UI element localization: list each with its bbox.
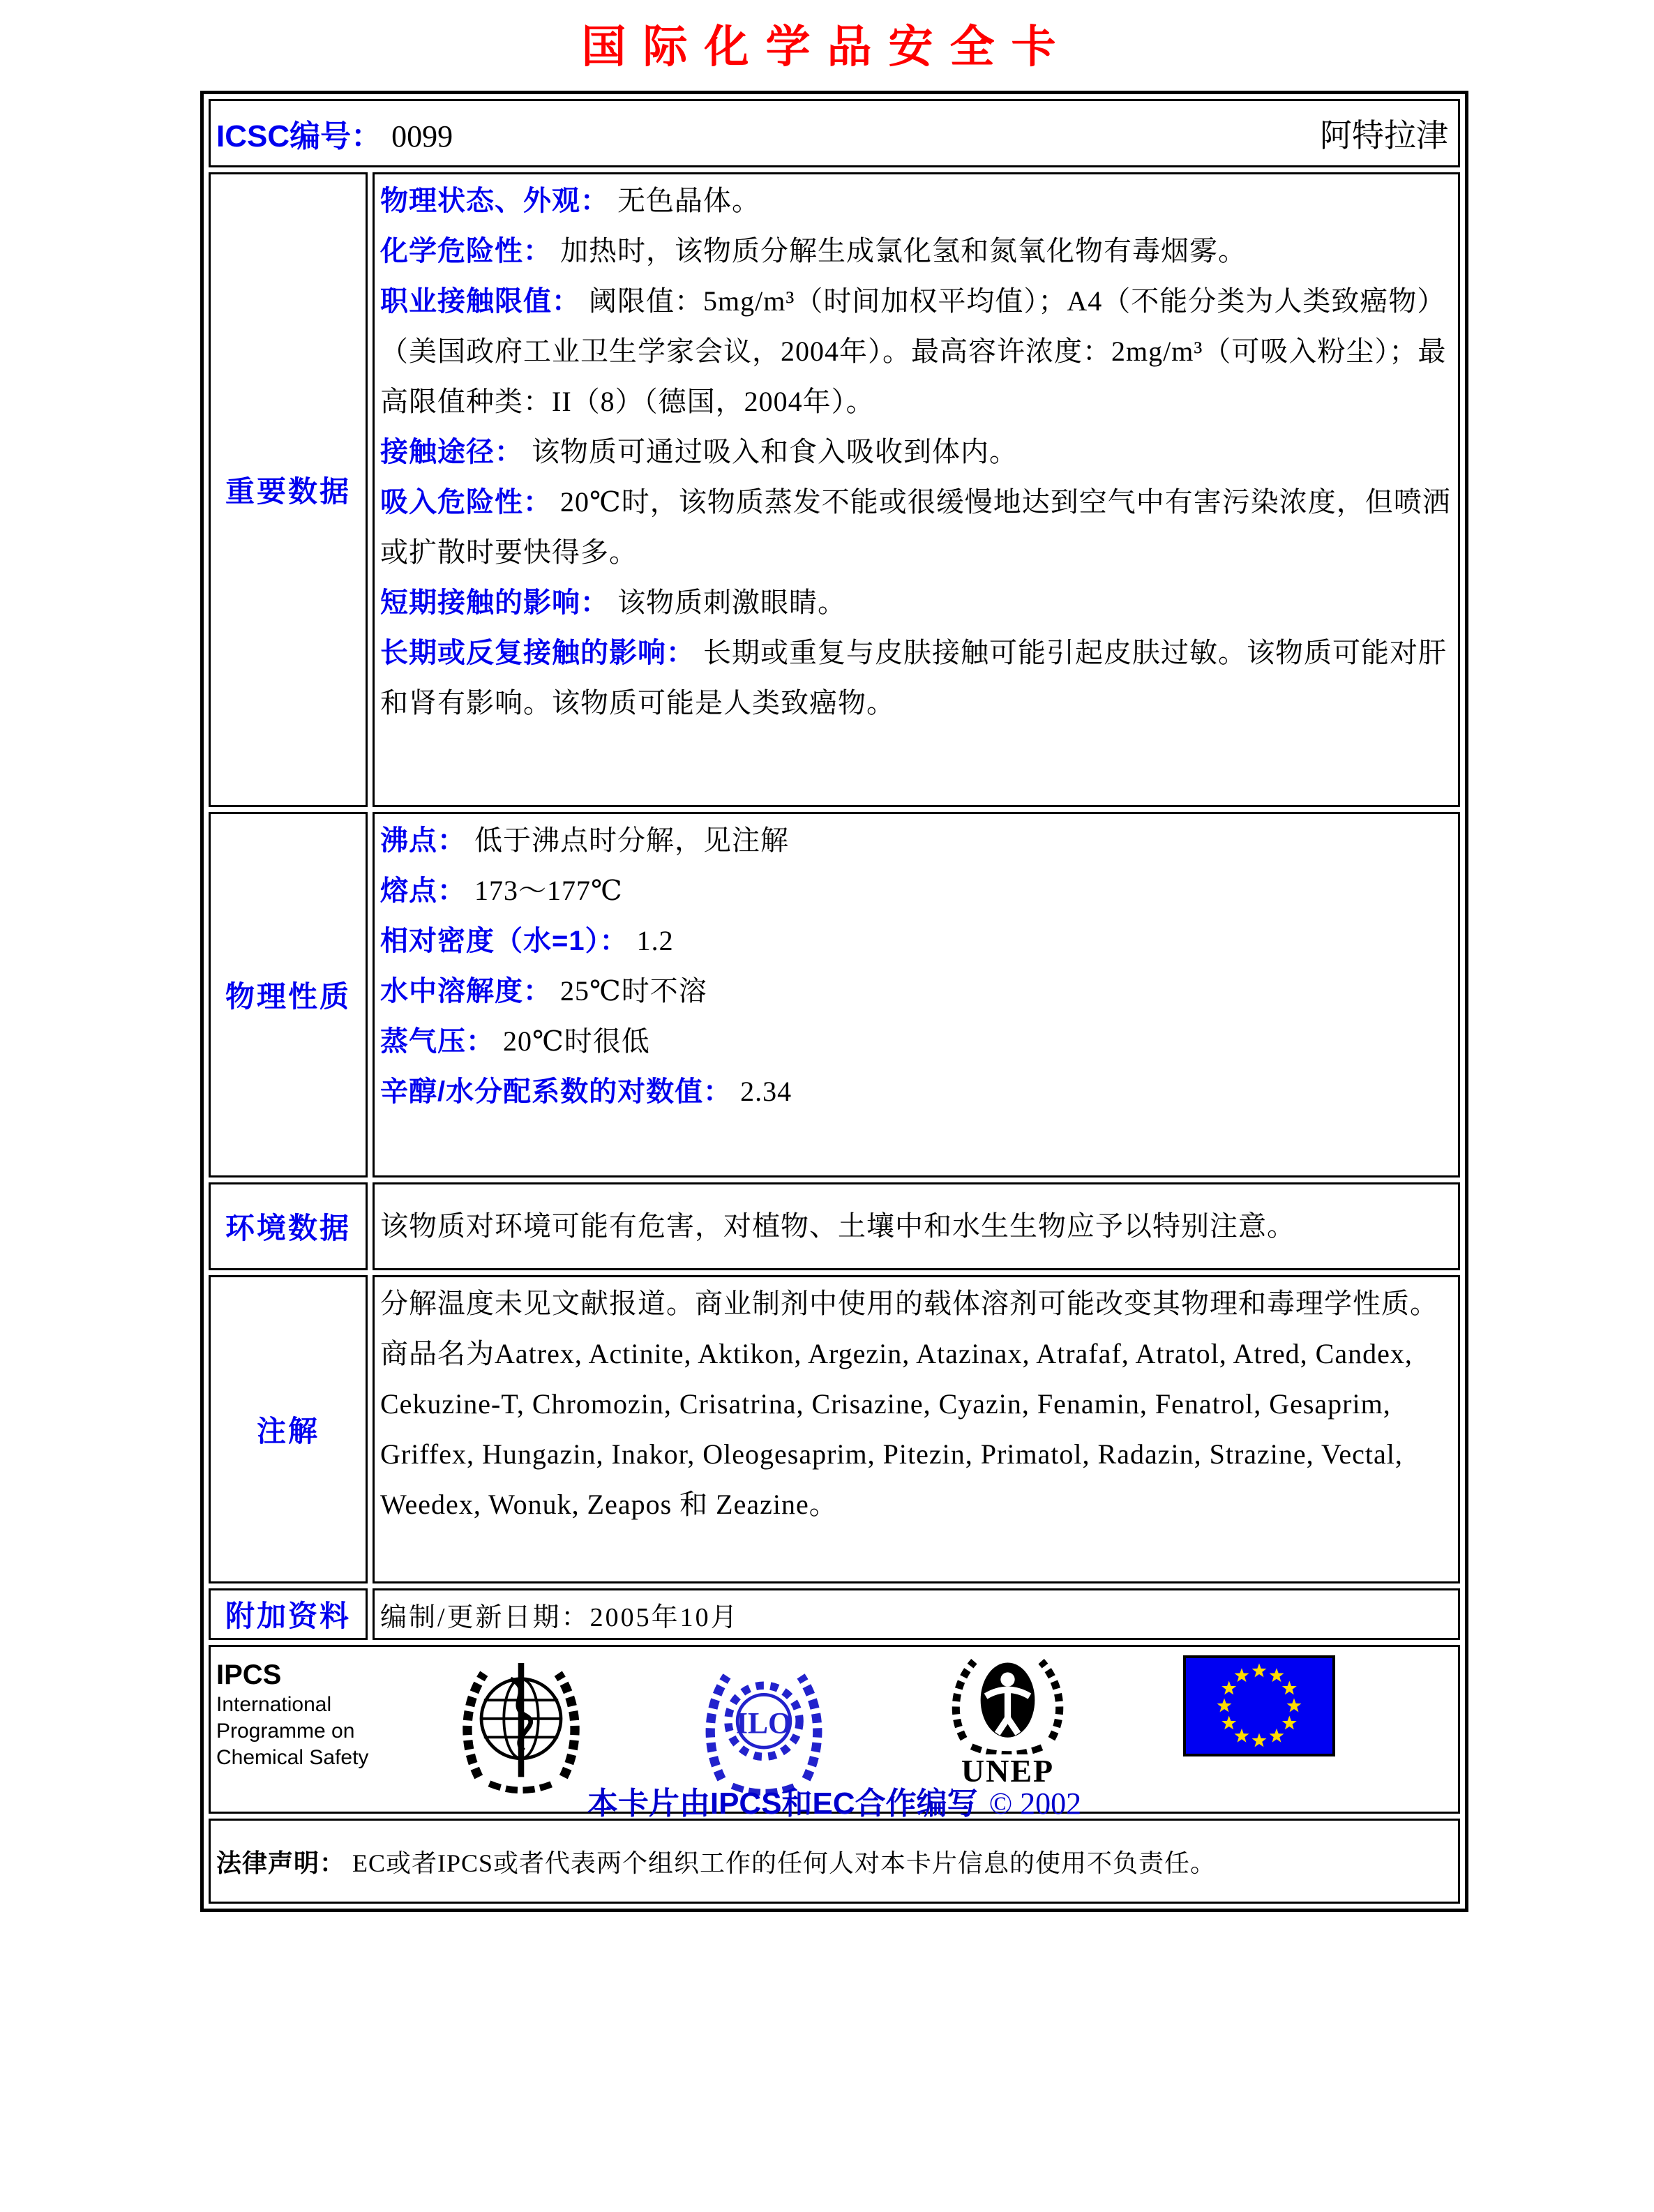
ilo-letters: ILO xyxy=(736,1706,792,1740)
item-label: 接触途径： xyxy=(380,437,523,467)
item-label: 吸入危险性： xyxy=(380,487,552,518)
physical-properties-row xyxy=(209,812,1460,1178)
section-label-physical-properties: 物理性质 xyxy=(209,812,368,1178)
environmental-data-row xyxy=(209,1182,1460,1270)
data-item-routes-of-exposure xyxy=(380,427,1452,477)
additional-information-content xyxy=(373,1588,1460,1640)
item-label: 相对密度（水=1）： xyxy=(380,926,629,956)
data-item-long-term-effects xyxy=(380,628,1452,728)
unep-label: UNEP xyxy=(961,1753,1055,1789)
data-item-relative-density xyxy=(380,916,1452,966)
date-value: 2005年10月 xyxy=(589,1602,739,1632)
copyright-text: © 2002 xyxy=(988,1786,1082,1821)
data-item-octanol-water-partition xyxy=(380,1067,1452,1117)
data-item-physical-state xyxy=(380,176,1452,226)
physical-properties-content xyxy=(373,812,1460,1178)
environmental-data-text: 该物质对环境可能有危害，对植物、土壤中和水生生物应予以特别注意。 xyxy=(380,1210,1295,1242)
item-label: 沸点： xyxy=(380,825,466,856)
legal-notice-text: EC或者IPCS或者代表两个组织工作的任何人对本卡片信息的使用不负责任。 xyxy=(352,1849,1217,1877)
item-text: 阈限值：5mg/m³（时间加权平均值）；A4（不能分类为人类致癌物）（美国政府工业卫生学家会议，2004年）。最高容许浓度：2mg/m³（可吸入粉尘）；最高限值种类：II（8）（德国，2004年）。 xyxy=(380,285,1447,417)
item-label: 化学危险性： xyxy=(380,236,552,266)
item-label: 蒸气压： xyxy=(380,1026,495,1057)
section-label-notes: 注解 xyxy=(209,1275,368,1583)
icsc-number-value: 0099 xyxy=(391,119,453,153)
footer-logos-row xyxy=(209,1645,1460,1814)
item-label: 熔点： xyxy=(380,875,466,906)
item-label: 职业接触限值： xyxy=(380,286,580,317)
icsc-card-table xyxy=(200,91,1468,1912)
legal-notice-label: 法律声明： xyxy=(216,1848,346,1877)
caption-text: 本卡片由IPCS和EC合作编写 xyxy=(587,1786,978,1821)
legal-notice-cell xyxy=(209,1819,1460,1904)
icsc-number-group xyxy=(216,111,453,156)
prepared-updated-date xyxy=(380,1603,739,1632)
item-label: 水中溶解度： xyxy=(380,976,552,1007)
ipcs-line: International xyxy=(216,1693,332,1716)
section-label-additional-information: 附加资料 xyxy=(209,1588,368,1640)
icsc-number-label: ICSC编号： xyxy=(216,119,382,153)
notes-text: 分解温度未见文献报道。商业制剂中使用的载体溶剂可能改变其物理和毒理学性质。商品名为Aatrex, Actinite, Aktikon, Argezin, Atazinax, Atrafaf, Atratol, Atred, Candex, Cekuzine-T, Chromozin, Crisatrina, Crisazine, Cyazin, Fenamin, Fenatrol, Gesaprim, Griffex, Hungazin, Inakor, Oleogesaprim, Pitezin, Primatol, Radazin, Strazine, Vectal, Weedex, Wonuk, Zeapos 和 Zeazine。 xyxy=(380,1288,1438,1520)
important-data-row xyxy=(209,172,1460,807)
footer-caption xyxy=(211,1778,1458,1823)
page-title: 国际化学品安全卡 xyxy=(581,22,1073,72)
notes-row xyxy=(209,1275,1460,1583)
header-row xyxy=(209,99,1460,167)
item-text: 20℃时，该物质蒸发不能或很缓慢地达到空气中有害污染浓度，但喷洒或扩散时要快得多。 xyxy=(380,486,1451,568)
item-text: 无色晶体。 xyxy=(617,185,760,216)
item-text: 低于沸点时分解，见注解 xyxy=(474,825,789,856)
data-item-boiling-point xyxy=(380,815,1452,866)
item-label: 辛醇/水分配系数的对数值： xyxy=(380,1076,732,1107)
footer-cell xyxy=(209,1645,1460,1821)
data-item-water-solubility xyxy=(380,966,1452,1016)
section-label-important-data: 重要数据 xyxy=(209,172,368,807)
data-item-short-term-effects xyxy=(380,578,1452,628)
item-label: 短期接触的影响： xyxy=(380,587,609,618)
item-text: 该物质可通过吸入和食入吸收到体内。 xyxy=(532,436,1018,467)
ipcs-line: Chemical Safety xyxy=(216,1746,369,1769)
environmental-data-content xyxy=(373,1182,1460,1270)
item-label: 长期或反复接触的影响： xyxy=(380,638,695,668)
header-cell xyxy=(209,99,1460,167)
ipcs-line: Programme on xyxy=(216,1720,355,1743)
data-item-occupational-exposure-limits xyxy=(380,276,1452,427)
legal-notice-row xyxy=(209,1819,1460,1904)
item-text: 2.34 xyxy=(740,1076,792,1107)
item-text: 20℃时很低 xyxy=(503,1025,650,1057)
item-text: 该物质刺激眼睛。 xyxy=(617,587,846,618)
ipcs-text-block xyxy=(216,1658,368,1771)
data-item-inhalation-risk xyxy=(380,477,1452,578)
date-label: 编制/更新日期： xyxy=(380,1602,590,1632)
item-text: 1.2 xyxy=(636,925,674,956)
item-text: 加热时，该物质分解生成氯化氢和氮氧化物有毒烟雾。 xyxy=(560,235,1247,266)
data-item-chemical-dangers xyxy=(380,226,1452,276)
chemical-name: 阿特拉津 xyxy=(1320,118,1448,153)
section-label-environmental-data: 环境数据 xyxy=(209,1182,368,1270)
notes-content xyxy=(373,1275,1460,1583)
data-item-melting-point xyxy=(380,866,1452,916)
item-text: 长期或重复与皮肤接触可能引起皮肤过敏。该物质可能对肝和肾有影响。该物质可能是人类致癌物。 xyxy=(380,637,1447,718)
eu-flag-icon xyxy=(1183,1655,1335,1760)
item-text: 173～177℃ xyxy=(474,875,623,906)
unep-icon xyxy=(943,1648,1072,1789)
item-label: 物理状态、外观： xyxy=(380,186,609,216)
important-data-content xyxy=(373,172,1460,807)
item-text: 25℃时不溶 xyxy=(560,975,707,1007)
data-item-vapour-pressure xyxy=(380,1016,1452,1067)
who-icon xyxy=(455,1650,587,1799)
additional-information-row xyxy=(209,1588,1460,1640)
ipcs-title: IPCS xyxy=(216,1660,282,1690)
